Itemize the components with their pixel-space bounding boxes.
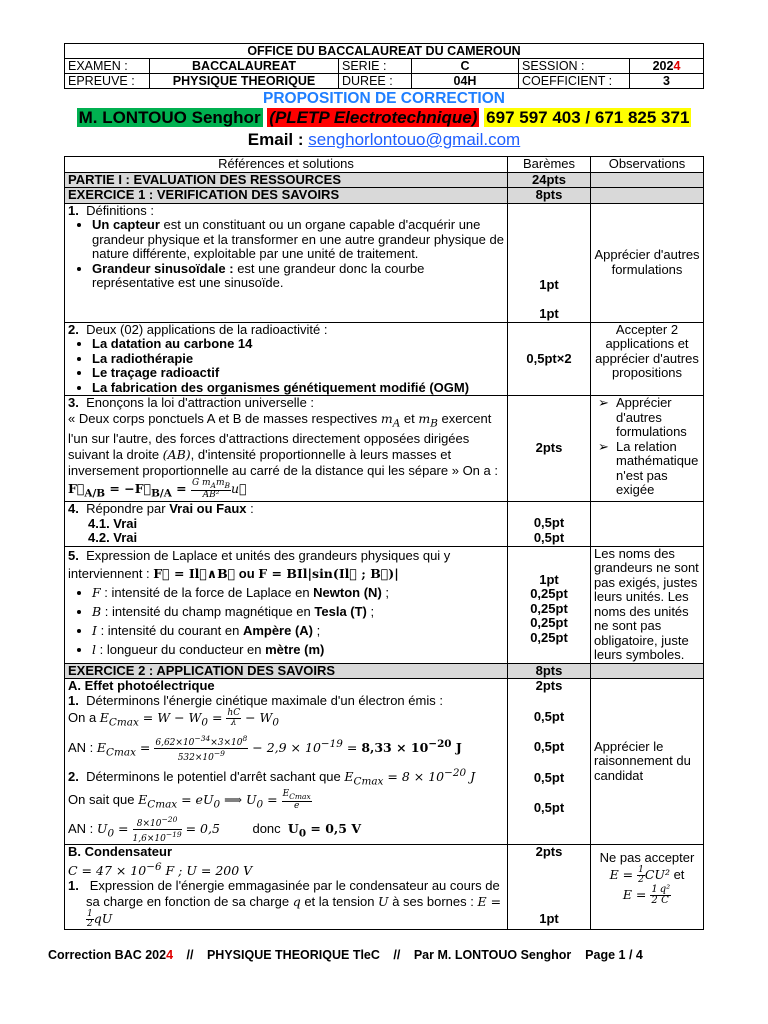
q5-formula-vector: F⃗ = Il⃗∧B⃗	[153, 565, 236, 581]
partie1-obs	[591, 172, 704, 188]
q2-item-1: • La datation au carbone 14	[92, 337, 504, 352]
q3-number: 3.	[68, 395, 79, 410]
question-1-row	[65, 203, 704, 322]
q2-title: Deux (02) applications de la radioactivité :	[86, 321, 328, 337]
part-b-q1-text-3: à ses bornes :	[388, 894, 478, 910]
partie1-title: PARTIE I : EVALUATION DES RESSOURCES	[65, 172, 508, 188]
duree-value: 04H	[412, 74, 519, 89]
q5-text-l: : longueur du conducteur en	[96, 641, 266, 657]
part-a-on-sait: On sait que	[68, 792, 139, 808]
q3-text-3: exercent l'un sur l'autre, des forces d'attractions directement opposées dirigées suivant la droite	[68, 410, 492, 462]
part-a-obs: Apprécier le raisonnement du candidat	[591, 679, 704, 845]
author-phones: 697 597 403 / 671 825 371	[486, 108, 690, 127]
q5-text-f: : intensité de la force de Laplace en	[100, 584, 314, 600]
q5-title: Expression de Laplace et unités des grandeurs physiques qui y interviennent :	[68, 547, 451, 581]
q3-mass-b: $m_B$	[418, 410, 438, 429]
footer-year-digit: 4	[166, 948, 174, 962]
part-b-q1-text-2: et la tension	[300, 894, 379, 910]
part-b-givens: $C = 47 \times 10^{-6}$ F ; U = 200 V	[68, 860, 253, 878]
q5-unit-b: Tesla (T)	[314, 603, 367, 619]
part-a-title: A. Effet photoélectrique	[68, 678, 215, 694]
epreuve-label: EPREUVE :	[65, 74, 150, 89]
author-name: M. LONTOUO Senghor	[78, 108, 261, 127]
q4-title-a: Répondre par	[86, 501, 170, 517]
part-a-points	[508, 679, 591, 845]
q3-law-text	[68, 411, 504, 502]
q1-capteur-term: Un capteur	[92, 217, 160, 232]
exercice2-points: 8pts	[508, 663, 591, 679]
q5-item-current	[92, 621, 504, 640]
question-4-obs	[591, 502, 704, 547]
part-a-points-1: 0,5pt	[533, 708, 565, 724]
author-line	[64, 107, 704, 129]
page-footer	[48, 948, 728, 962]
part-b-content	[65, 845, 508, 930]
serie-value: C	[412, 59, 519, 74]
question-1-content	[65, 203, 508, 322]
serie-label: SERIE :	[339, 59, 412, 74]
document-page	[64, 43, 704, 930]
question-3-points: 2pts	[508, 396, 591, 502]
question-1-points	[508, 203, 591, 322]
part-b-row	[65, 845, 704, 930]
q5-sym-l: l	[92, 641, 96, 657]
q5-end-b: ;	[366, 603, 375, 619]
footer-sep-1: //	[186, 948, 194, 962]
email-link[interactable]: senghorlontouo@gmail.com	[308, 130, 521, 149]
q5-end-i: ;	[313, 622, 321, 638]
q3-formula-fraction: $\frac{G m_Am_B}{\text{AB²}}$	[191, 478, 231, 500]
duree-label: DUREE :	[339, 74, 412, 89]
footer-correction: Correction BAC 202	[48, 948, 167, 962]
question-3-content	[65, 396, 508, 502]
q5-item-force	[92, 583, 504, 602]
part-b-obs	[591, 845, 704, 930]
q4-title-c: :	[246, 501, 254, 517]
part-b-points-total: 2pts	[535, 844, 563, 860]
q1-title: Définitions :	[86, 202, 154, 218]
part-b-obs-text: Ne pas accepter	[599, 850, 695, 866]
q5-sym-f: F	[92, 584, 101, 600]
part-a-an-label: AN :	[68, 740, 97, 755]
q5-number: 5.	[68, 547, 79, 563]
q1-points-2: 1pt	[539, 306, 559, 321]
q5-item-length	[92, 640, 504, 659]
q4-title-b: Vrai ou Faux	[169, 501, 247, 517]
q1-sinus-item	[92, 262, 504, 291]
coefficient-label: COEFFICIENT :	[519, 74, 630, 89]
q5-sym-i: I	[92, 622, 97, 638]
part-a-points-total: 2pts	[535, 678, 563, 694]
col-header-observations: Observations	[591, 157, 704, 173]
q1-sinus-term: Grandeur sinusoïdale :	[92, 260, 234, 276]
question-4-content	[65, 502, 508, 547]
q3-text-2: et	[400, 410, 419, 426]
q2-item-3: • Le traçage radioactif	[92, 366, 504, 381]
part-b-obs-formula-1: E = $\frac{1}{2}$ CU² et	[609, 864, 685, 885]
q4-answer-1: 4.1. Vrai	[88, 515, 138, 531]
question-2-obs: Accepter 2 applications et apprécier d'autres propositions	[591, 322, 704, 396]
question-3-obs	[591, 396, 704, 502]
author-title: (PLETP Electrotechnique)	[269, 108, 478, 127]
question-5-row	[65, 546, 704, 663]
q1-points-1: 1pt	[539, 276, 559, 292]
session-label: SESSION :	[519, 59, 630, 74]
coefficient-value: 3	[630, 74, 704, 89]
part-b-points	[508, 845, 591, 930]
part-a-on-a: On a	[68, 710, 100, 726]
q3-obs-1: ➢ Apprécier d'autres formulations	[616, 396, 700, 440]
part-b-title: B. Condensateur	[68, 844, 173, 860]
q3-obs-2: ➢ La relation mathématique n'est pas exigée	[616, 440, 700, 498]
q1-number: 1.	[68, 202, 79, 218]
q5-text-i: : intensité du courant en	[96, 622, 243, 638]
q5-points-3: 0,25pt	[530, 600, 568, 616]
page-number: Page 1 / 4	[585, 948, 643, 962]
q5-text-b: : intensité du champ magnétique en	[101, 603, 315, 619]
part-b-q1-text-1: Expression de l'énergie emmagasinée par le condensateur au cours de sa charge en fonction de sa charge	[86, 878, 500, 910]
q4-points-1: 0,5pt	[533, 515, 565, 531]
question-5-content	[65, 546, 508, 663]
part-a-ec-numeric: AN : $E_{Cmax}$ = $\frac{6,62\times 10^{-34}\times 3\times 10^8}{532\times 10^{-9}}$ − $2,9 \times 10^{-19} = 8,33 \times 10^{-20}$ J	[68, 734, 462, 764]
question-2-points: 0,5pt×2	[508, 322, 591, 396]
proposition-title: PROPOSITION DE CORRECTION	[263, 90, 505, 107]
q5-unit-l: mètre (m)	[265, 641, 325, 657]
q5-formula-scalar: F = BIl|sin(Il⃗ ; B⃗)|	[258, 565, 399, 581]
question-3-row	[65, 396, 704, 502]
q5-item-field	[92, 602, 504, 621]
q3-mass-a: $m_A$	[380, 410, 401, 429]
question-5-obs: Les noms des grandeurs ne sont pas exigés, justes leurs unités. Les noms des unités ne sont pas obligatoire, juste leurs symboles.	[591, 546, 704, 663]
q5-sym-b: B	[92, 603, 102, 619]
exercice1-row	[65, 188, 704, 204]
q1-capteur-def: est un constituant ou un organe capable d'acquérir une grandeur physique et la transformer en une autre grandeur physique de nature différente, exploitable par une unité de traitement.	[92, 217, 504, 261]
part-a-row	[65, 679, 704, 845]
part-b-points-1: 1pt	[539, 910, 559, 926]
part-a-q2: 2. Déterminons le potentiel d'arrêt sachant que $E_{Cmax} = 8 \times 10^{-20}$ J	[68, 766, 476, 788]
q3-line-ab: (AB)	[162, 447, 191, 462]
part-b-obs-formula-2: E = $\frac{1}{2}$ $\frac{\text{q²}}{C}$	[622, 883, 671, 906]
part-b-obs-et: et	[669, 866, 685, 882]
q3-text-1: « Deux corps ponctuels A et B de masses respectives	[68, 410, 381, 426]
exam-header-table	[64, 43, 704, 89]
exercice1-title: EXERCICE 1 : VERIFICATION DES SAVOIRS	[65, 188, 508, 204]
part-a-an2-label: AN :	[68, 820, 97, 836]
q2-item-4: • La fabrication des organismes génétiquement modifié (OGM)	[92, 381, 504, 396]
part-a-ec-formula: On a $E_{Cmax} = W - W_0$ = $\frac{hC}{\lambda}$ − $W_0$	[68, 708, 280, 729]
correction-table	[64, 156, 704, 930]
q5-unit-i: Ampère (A)	[242, 622, 314, 638]
col-header-references: Références et solutions	[65, 157, 508, 173]
part-a-q1: Déterminons l'énergie cinétique maximale d'un électron émis :	[86, 692, 443, 708]
q4-number: 4.	[68, 501, 79, 517]
question-2-row	[65, 322, 704, 396]
partie1-row	[65, 172, 704, 188]
q5-points-5: 0,25pt	[530, 629, 568, 645]
q4-answer-2: 4.2. Vrai	[88, 530, 138, 546]
part-a-points-3: 0,5pt	[533, 769, 565, 785]
part-a-donc: donc	[252, 820, 281, 836]
q3-text-4: , d'intensité proportionnelle à leurs masses et inversement proportionnelle au carré de la distance qui les sépare » On a :	[68, 447, 498, 478]
q5-points-1: 1pt	[539, 571, 559, 587]
exercice1-points: 8pts	[508, 188, 591, 204]
col-header-baremes: Barèmes	[508, 157, 591, 173]
footer-subject: PHYSIQUE THEORIQUE TleC	[206, 948, 380, 962]
question-4-row	[65, 502, 704, 547]
partie1-points: 24pts	[508, 172, 591, 188]
question-2-content	[65, 322, 508, 396]
session-value: 2024	[630, 59, 704, 74]
part-a-u0-formula: On sait que $E_{Cmax} = eU_0$ ⟹ $U_0$ = $\frac{E_{Cmax}}{e}$	[68, 789, 311, 812]
q4-points-2: 0,5pt	[533, 529, 565, 545]
exercice2-obs	[591, 663, 704, 679]
q5-points-2: 0,25pt	[530, 586, 568, 602]
question-4-points	[508, 502, 591, 547]
q2-number: 2.	[68, 321, 79, 337]
footer-sep-2: //	[393, 948, 401, 962]
q5-unit-f: Newton (N)	[313, 584, 382, 600]
part-a-u0-numeric: AN : $U_0$ = $\frac{8\times 10^{-20}}{1,6\times 10^{-19}}$ = 0,5 donc $U_0 = 0,5$ V	[68, 814, 362, 844]
part-a-content: A. Effet photoélectrique 1. Déterminons l'énergie cinétique maximale d'un électron émis : On a $E_{Cmax} = W - W_0$ = $\frac{hC}{\lambda}$ − $W_0$ AN : $E_{Cmax}$ = $\frac{6,62\times 10^{-34}\times 3\times 10^8}{532\times 10^{-9}}$ − $2,9 \times 10^{-19} = 8,33 \times 10^{-20}$ J 2. Déterminons le potentiel d'arrêt sachant que $E_{Cmax} = 8 \times 10^{-20}$ J On sait que $E_{Cmax} = eU_0$ ⟹ $U_0$ = $\frac{E_{Cmax}}{e}$ AN : $U_0$ = $\frac{8\times 10^{-20}}{1,6\times 10^{-19}}$ = 0,5 donc $U_0 = 0,5$ V	[65, 679, 508, 845]
q5-or: ou	[235, 565, 259, 581]
epreuve-value: PHYSIQUE THEORIQUE	[150, 74, 339, 89]
question-5-points	[508, 546, 591, 663]
q3-title: Enonçons la loi d'attraction universelle :	[86, 395, 315, 410]
q5-points-4: 0,25pt	[530, 615, 568, 631]
part-a-points-4: 0,5pt	[533, 800, 565, 816]
q1-capteur-item	[92, 218, 504, 262]
q3-unit-vector: u⃗	[231, 480, 247, 496]
q3-formula: $F⃗_{A/B}$ = $-F⃗_{B/A}$ =	[68, 480, 191, 500]
examen-label: EXAMEN :	[65, 59, 150, 74]
office-title: OFFICE DU BACCALAUREAT DU CAMEROUN	[65, 44, 704, 59]
email-label: Email :	[247, 130, 304, 149]
part-a-q2-text: Déterminons le potentiel d'arrêt sachant que	[86, 768, 345, 784]
email-line	[64, 129, 704, 151]
q5-end-f: ;	[381, 584, 390, 600]
examen-value: BACCALAUREAT	[150, 59, 339, 74]
exercice1-obs	[591, 188, 704, 204]
exercice2-title: EXERCICE 2 : APPLICATION DES SAVOIRS	[65, 663, 508, 679]
q2-item-2: • La radiothérapie	[92, 352, 504, 367]
part-b-q1: 1. Expression de l'énergie emmagasinée par le condensateur au cours de sa charge en fonction de sa charge q et la tension U à ses bornes : E = $\frac{1}{2}$ qU	[68, 878, 502, 930]
question-1-obs: Apprécier d'autres formulations	[591, 203, 704, 322]
footer-author: Par M. LONTOUO Senghor	[413, 948, 572, 962]
exercice2-row	[65, 663, 704, 679]
q1-sinus-def: est une grandeur donc la courbe représentative est une sinusoïde.	[92, 260, 425, 290]
part-a-points-2: 0,5pt	[533, 739, 565, 755]
